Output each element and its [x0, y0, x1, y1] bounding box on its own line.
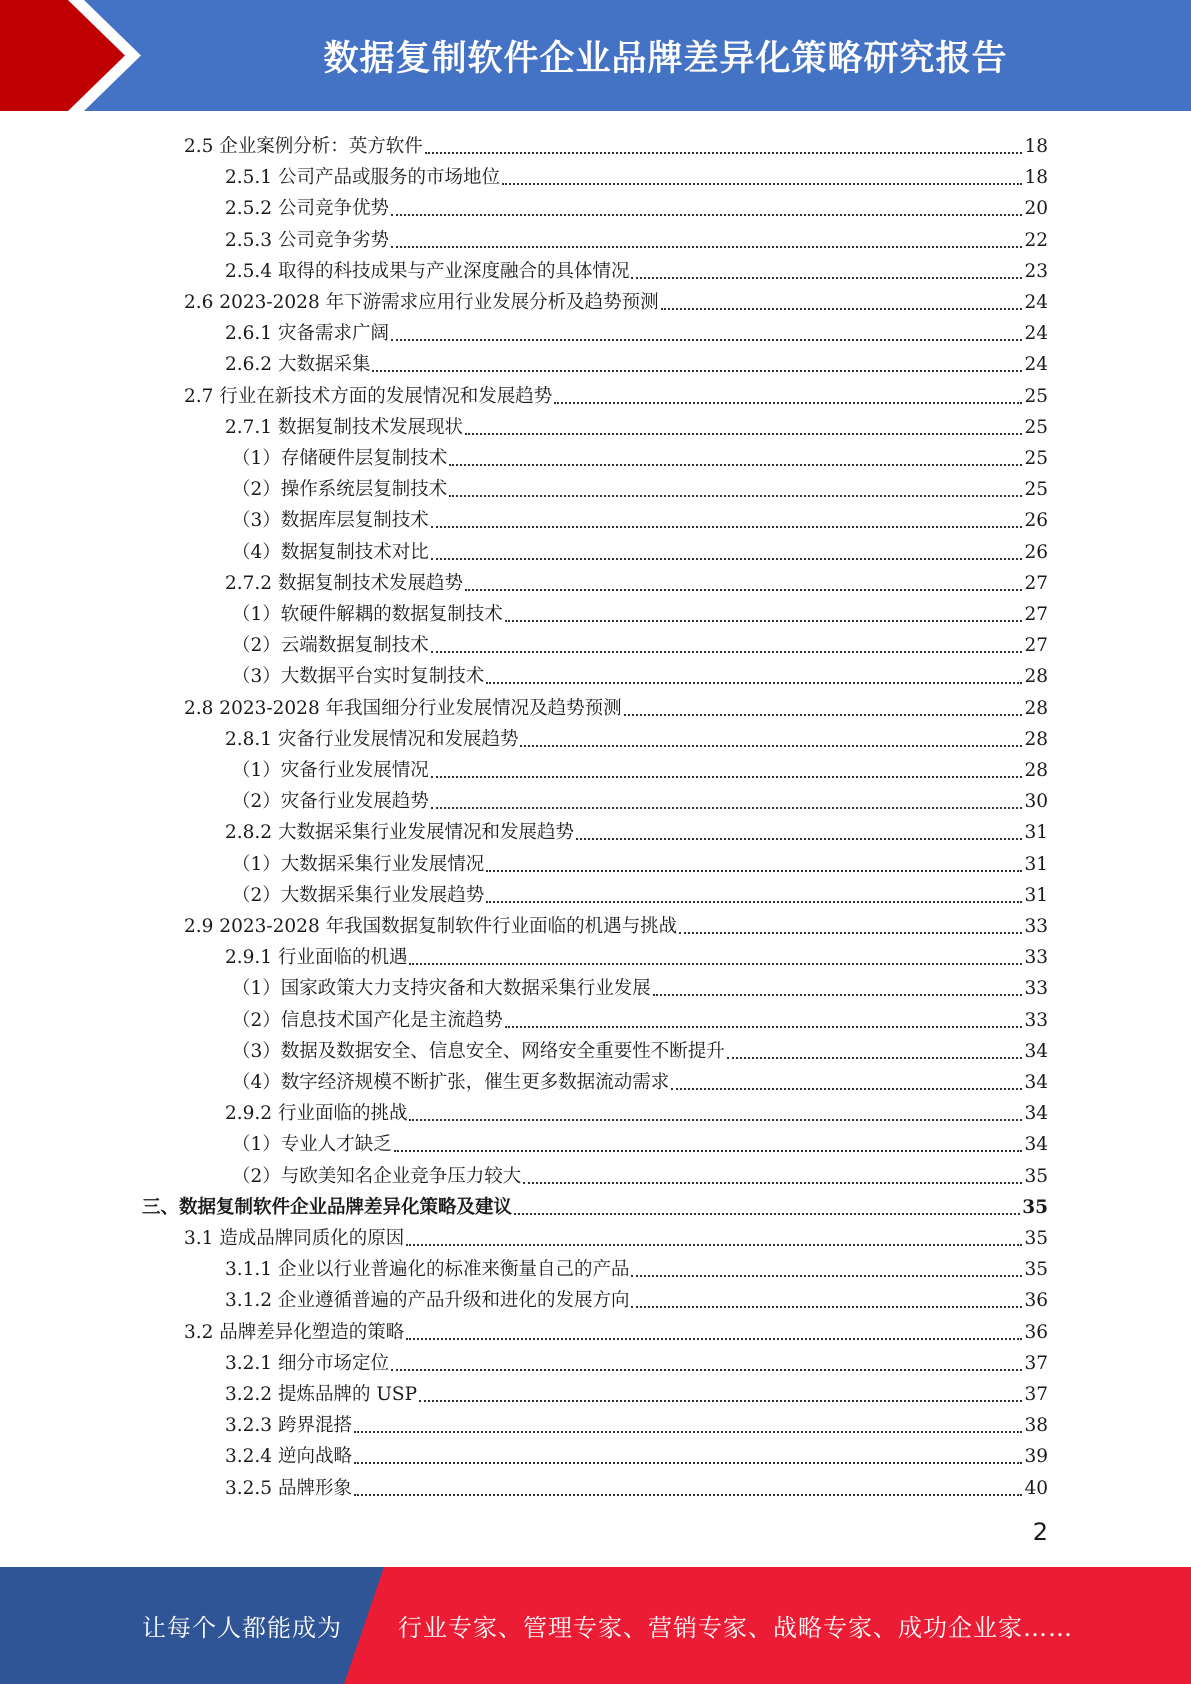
toc-dot-leader [502, 183, 1022, 185]
toc-entry-title: （1）灾备行业发展情况 [232, 760, 429, 781]
toc-entry[interactable] [232, 1064, 1048, 1095]
toc-entry-title: 2.8.1 灾备行业发展情况和发展趋势 [225, 728, 519, 750]
toc-dot-leader [449, 464, 1022, 466]
toc-dot-leader [354, 1431, 1023, 1433]
toc-entry-page: 22 [1024, 229, 1048, 251]
toc-dot-leader [419, 1400, 1022, 1402]
toc-dot-leader [406, 1244, 1022, 1246]
toc-dot-leader [520, 745, 1022, 747]
toc-dot-leader [354, 1494, 1023, 1496]
footer-slogan-right: 行业专家、管理专家、营销专家、战略专家、成功企业家…… [398, 1614, 1073, 1642]
toc-entry-title: （3）大数据平台实时复制技术 [232, 666, 485, 688]
toc-entry-page: 33 [1024, 916, 1048, 937]
toc-entry-title: （4）数字经济规模不断扩张，催生更多数据流动需求 [232, 1072, 670, 1093]
toc-entry[interactable] [225, 565, 1048, 596]
toc-entry-title: （4）数据复制技术对比 [232, 541, 429, 563]
toc-dot-leader [486, 870, 1022, 872]
toc-entry-page: 23 [1024, 260, 1048, 282]
toc-entry-title: （2）信息技术国产化是主流趋势 [232, 1009, 503, 1031]
toc-entry-title: 2.7.2 数据复制技术发展趋势 [225, 572, 463, 594]
toc-entry-page: 35 [1024, 1228, 1048, 1249]
toc-entry-title: （2）大数据采集行业发展趋势 [232, 884, 485, 906]
toc-dot-leader [631, 277, 1022, 279]
toc-entry-page: 24 [1024, 354, 1048, 376]
toc-dot-leader [631, 1306, 1022, 1308]
toc-entry-page: 34 [1024, 1103, 1048, 1125]
toc-dot-leader [631, 1275, 1022, 1277]
toc-entry-title: 2.7 行业在新技术方面的发展情况和发展趋势 [184, 385, 553, 407]
toc-entry-page: 33 [1024, 978, 1048, 1000]
toc-entry[interactable] [225, 253, 1048, 284]
toc-entry[interactable] [225, 346, 1048, 377]
footer-slogan-left: 让每个人都能成为 [142, 1614, 342, 1642]
toc-entry[interactable] [232, 534, 1048, 565]
toc-entry-title: 2.5.4 取得的科技成果与产业深度融合的具体情况 [225, 260, 630, 282]
toc-entry[interactable] [184, 284, 1048, 315]
toc-dot-leader [653, 994, 1023, 996]
toc-entry-title: 3.1 造成品牌同质化的原因 [184, 1228, 405, 1249]
toc-entry[interactable] [232, 471, 1048, 502]
toc-entry[interactable] [225, 222, 1048, 253]
toc-entry-title: 3.1.2 企业遵循普遍的产品升级和进化的发展方向 [225, 1290, 630, 1312]
toc-entry-title: 2.5.3 公司竞争劣势 [225, 229, 389, 251]
toc-entry-title: 3.2.2 提炼品牌的 USP [225, 1384, 418, 1405]
toc-dot-leader [576, 838, 1022, 840]
toc-entry-title: 2.6.2 大数据采集 [225, 354, 371, 376]
toc-entry-title: （1）国家政策大力支持灾备和大数据采集行业发展 [232, 978, 651, 1000]
toc-dot-leader [554, 402, 1022, 404]
toc-entry-title: （2）云端数据复制技术 [232, 635, 429, 657]
toc-entry-page: 28 [1024, 728, 1048, 750]
toc-dot-leader [505, 620, 1023, 622]
toc-dot-leader [431, 807, 1023, 809]
header-arrow-decoration [0, 0, 160, 111]
toc-entry[interactable] [232, 440, 1048, 471]
toc-entry-page: 24 [1024, 292, 1048, 313]
toc-entry-title: 2.8.2 大数据采集行业发展情况和发展趋势 [225, 822, 574, 844]
toc-dot-leader [409, 963, 1022, 965]
toc-dot-leader [391, 214, 1022, 216]
toc-entry-title: 2.9.2 行业面临的挑战 [225, 1103, 408, 1125]
toc-entry[interactable] [184, 1314, 1048, 1345]
toc-entry[interactable] [225, 814, 1048, 845]
toc-entry[interactable] [184, 908, 1048, 939]
toc-entry-title: （1）软硬件解耦的数据复制技术 [232, 604, 503, 625]
toc-entry[interactable] [225, 159, 1048, 190]
toc-entry[interactable] [142, 1189, 1048, 1220]
toc-entry-page: 34 [1024, 1134, 1048, 1156]
toc-entry[interactable] [225, 1251, 1048, 1282]
toc-entry[interactable] [225, 1438, 1048, 1469]
toc-entry[interactable] [232, 783, 1048, 814]
toc-entry-title: （2）与欧美知名企业竞争压力较大 [232, 1165, 522, 1187]
toc-entry[interactable] [232, 1158, 1048, 1189]
toc-entry-page: 36 [1024, 1290, 1048, 1312]
toc-entry-page: 18 [1024, 167, 1048, 189]
toc-entry-title: 2.9 2023-2028 年我国数据复制软件行业面临的机遇与挑战 [184, 916, 678, 937]
toc-dot-leader [431, 651, 1023, 653]
toc-dot-leader [465, 589, 1022, 591]
toc-entry-title: （2）操作系统层复制技术 [232, 479, 448, 501]
toc-dot-leader [465, 433, 1022, 435]
toc-entry-page: 27 [1024, 572, 1048, 594]
toc-entry-title: 3.2.3 跨界混搭 [225, 1415, 352, 1437]
page-header [0, 0, 1191, 111]
toc-entry-page: 28 [1024, 697, 1048, 719]
toc-entry-title: 2.5.1 公司产品或服务的市场地位 [225, 167, 500, 189]
toc-entry-title: 3.1.1 企业以行业普遍化的标准来衡量自己的产品 [225, 1259, 630, 1281]
toc-entry-page: 36 [1024, 1321, 1048, 1343]
toc-entry[interactable] [232, 658, 1048, 689]
toc-entry-title: 2.5.2 公司竞争优势 [225, 198, 389, 220]
toc-entry-page: 20 [1024, 198, 1048, 220]
toc-entry[interactable] [225, 1095, 1048, 1126]
toc-entry[interactable] [232, 846, 1048, 877]
toc-entry-page: 27 [1024, 604, 1048, 625]
toc-entry[interactable] [225, 1470, 1048, 1501]
toc-entry[interactable] [232, 1002, 1048, 1033]
report-title: 数据复制软件企业品牌差异化策略研究报告 [323, 38, 1008, 79]
toc-entry-page: 38 [1024, 1415, 1048, 1437]
toc-entry-page: 33 [1024, 1009, 1048, 1031]
toc-entry-page: 39 [1024, 1446, 1048, 1468]
toc-dot-leader [391, 246, 1022, 248]
toc-entry[interactable] [184, 1220, 1048, 1251]
toc-entry-page: 26 [1024, 541, 1048, 563]
toc-entry-title: 2.6.1 灾备需求广阔 [225, 323, 389, 345]
toc-entry-title: （1）大数据采集行业发展情况 [232, 853, 485, 875]
page-number: 2 [1032, 1518, 1048, 1546]
toc-dot-leader [661, 308, 1023, 310]
toc-entry[interactable] [225, 1407, 1048, 1438]
toc-entry-page: 27 [1024, 635, 1048, 657]
toc-entry-title: （3）数据库层复制技术 [232, 510, 429, 532]
toc-entry-page: 30 [1024, 791, 1048, 813]
toc-dot-leader [354, 1462, 1023, 1464]
toc-entry-title: 三、数据复制软件企业品牌差异化策略及建议 [142, 1196, 513, 1218]
toc-entry-page: 31 [1024, 853, 1048, 875]
toc-dot-leader [406, 1338, 1022, 1340]
toc-dot-leader [671, 1088, 1022, 1090]
toc-entry-page: 37 [1024, 1352, 1048, 1374]
toc-dot-leader [431, 776, 1023, 778]
toc-entry[interactable] [225, 1376, 1048, 1407]
toc-entry-page: 28 [1024, 666, 1048, 688]
toc-entry-page: 25 [1024, 385, 1048, 407]
toc-entry[interactable] [232, 1126, 1048, 1157]
toc-entry-title: （3）数据及数据安全、信息安全、网络安全重要性不断提升 [232, 1040, 725, 1062]
toc-entry[interactable] [232, 752, 1048, 783]
toc-dot-leader [391, 339, 1022, 341]
toc-entry[interactable] [232, 1033, 1048, 1064]
page-footer [0, 1567, 1191, 1684]
toc-dot-leader [514, 1213, 1020, 1215]
toc-entry-page: 18 [1024, 136, 1048, 157]
toc-entry[interactable] [232, 970, 1048, 1001]
toc-entry-page: 40 [1024, 1477, 1048, 1499]
toc-entry[interactable] [232, 877, 1048, 908]
toc-entry[interactable] [184, 128, 1048, 159]
toc-entry[interactable] [232, 502, 1048, 533]
toc-entry[interactable] [225, 315, 1048, 346]
toc-entry-page: 25 [1024, 479, 1048, 501]
toc-entry-page: 37 [1024, 1384, 1048, 1405]
toc-entry-title: 2.7.1 数据复制技术发展现状 [225, 416, 463, 438]
toc-entry-page: 35 [1022, 1196, 1048, 1218]
toc-dot-leader [372, 370, 1022, 372]
toc-entry[interactable] [184, 378, 1048, 409]
toc-entry-title: 2.6 2023-2028 年下游需求应用行业发展分析及趋势预测 [184, 292, 659, 313]
toc-dot-leader [486, 901, 1022, 903]
toc-entry-title: 3.2.5 品牌形象 [225, 1477, 352, 1499]
toc-entry-page: 24 [1024, 323, 1048, 345]
toc-entry-title: 3.2 品牌差异化塑造的策略 [184, 1321, 405, 1343]
toc-entry[interactable] [184, 690, 1048, 721]
toc-entry[interactable] [225, 1282, 1048, 1313]
toc-dot-leader [449, 495, 1022, 497]
toc-dot-leader [505, 1026, 1023, 1028]
toc-entry[interactable] [225, 190, 1048, 221]
toc-entry-title: （1）存储硬件层复制技术 [232, 448, 448, 469]
toc-entry-page: 34 [1024, 1040, 1048, 1062]
toc-dot-leader [409, 1119, 1022, 1121]
toc-entry-page: 35 [1024, 1165, 1048, 1187]
toc-entry-page: 34 [1024, 1072, 1048, 1093]
toc-entry-page: 28 [1024, 760, 1048, 781]
toc-entry[interactable] [232, 627, 1048, 658]
toc-dot-leader [431, 558, 1023, 560]
toc-entry-title: 2.5 企业案例分析：英方软件 [184, 136, 423, 157]
toc-entry-title: （2）灾备行业发展趋势 [232, 791, 429, 813]
toc-entry-page: 25 [1024, 416, 1048, 438]
toc-entry[interactable] [225, 409, 1048, 440]
toc-dot-leader [425, 152, 1023, 154]
toc-entry-page: 25 [1024, 448, 1048, 469]
toc-entry[interactable] [225, 1345, 1048, 1376]
toc-dot-leader [431, 526, 1023, 528]
toc-entry[interactable] [232, 596, 1048, 627]
toc-dot-leader [394, 1150, 1023, 1152]
toc-entry-title: 2.9.1 行业面临的机遇 [225, 947, 408, 969]
toc-entry-page: 33 [1024, 947, 1048, 969]
toc-entry-title: 2.8 2023-2028 年我国细分行业发展情况及趋势预测 [184, 697, 622, 719]
toc-dot-leader [624, 714, 1023, 716]
toc-entry[interactable] [225, 939, 1048, 970]
toc-dot-leader [486, 682, 1022, 684]
toc-dot-leader [391, 1369, 1022, 1371]
toc-entry-page: 31 [1024, 822, 1048, 844]
toc-entry-title: （1）专业人才缺乏 [232, 1134, 392, 1156]
toc-entry[interactable] [225, 721, 1048, 752]
toc-dot-leader [523, 1182, 1022, 1184]
toc-entry-page: 31 [1024, 884, 1048, 906]
toc-entry-page: 35 [1024, 1259, 1048, 1281]
toc-entry-title: 3.2.1 细分市场定位 [225, 1352, 389, 1374]
toc-entry-page: 26 [1024, 510, 1048, 532]
toc-dot-leader [679, 932, 1022, 934]
toc-entry-title: 3.2.4 逆向战略 [225, 1446, 352, 1468]
toc-dot-leader [727, 1057, 1023, 1059]
